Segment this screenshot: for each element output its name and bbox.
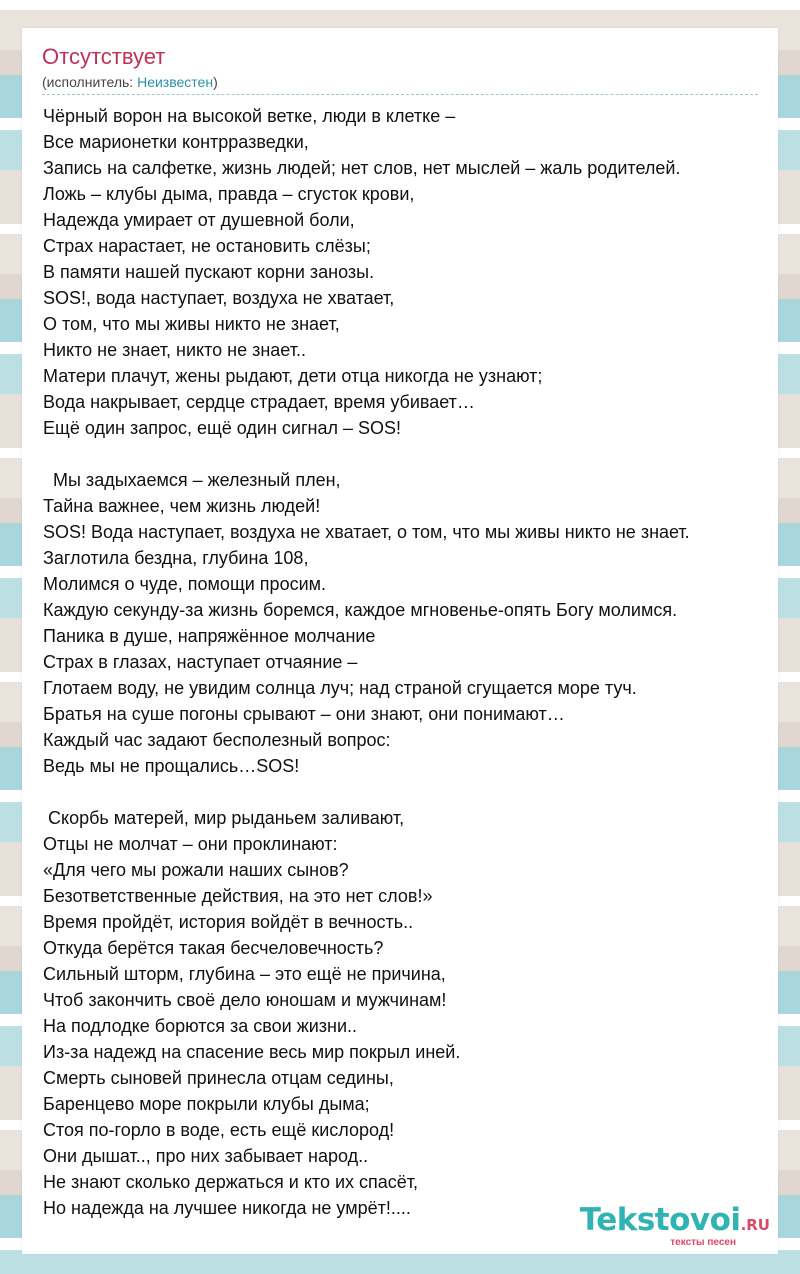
- performer-suffix: ): [213, 74, 218, 90]
- lyric-line: Страх нарастает, не остановить слёзы;: [43, 236, 371, 256]
- lyric-line: Они дышат.., про них забывает народ..: [43, 1146, 369, 1166]
- performer-prefix: (исполнитель:: [42, 74, 138, 90]
- lyric-line: В памяти нашей пускают корни занозы.: [43, 262, 375, 282]
- lyric-line: Молимся о чуде, помощи просим.: [43, 574, 327, 594]
- lyric-line: Глотаем воду, не увидим солнца луч; над страной сгущается море туч.: [43, 678, 637, 698]
- lyric-line: Стоя по-горло в воде, есть ещё кислород!: [43, 1120, 395, 1140]
- logo-tld: .RU: [740, 1216, 770, 1234]
- lyric-line: Надежда умирает от душевной боли,: [43, 210, 355, 230]
- lyric-line: Братья на суше погоны срывают – они знают, они понимают…: [43, 704, 565, 724]
- lyric-line: Из-за надежд на спасение весь мир покрыл иней.: [43, 1042, 461, 1062]
- lyric-line: SOS! Вода наступает, воздуха не хватает, о том, что мы живы никто не знает.: [43, 522, 690, 542]
- lyric-line: Ложь – клубы дыма, правда – сгусток крови,: [43, 184, 415, 204]
- performer-line: [42, 73, 218, 91]
- lyric-line: Чёрный ворон на высокой ветке, люди в клетке –: [43, 106, 456, 126]
- lyric-line: Страх в глазах, наступает отчаяние –: [43, 652, 358, 672]
- lyrics-card: [22, 28, 778, 1254]
- lyric-line: Безответственные действия, на это нет слов!»: [43, 886, 433, 906]
- lyric-line: Чтоб закончить своё дело юношам и мужчинам!: [43, 990, 447, 1010]
- lyric-line: Откуда берётся такая бесчеловечность?: [43, 938, 384, 958]
- logo-wordmark: [580, 1204, 770, 1241]
- lyric-line: [43, 441, 783, 467]
- lyric-line: [43, 779, 783, 805]
- site-logo[interactable]: [580, 1204, 770, 1248]
- header-divider: [42, 94, 758, 95]
- lyric-line: Вода накрывает, сердце страдает, время убивает…: [43, 392, 475, 412]
- lyric-line: Сильный шторм, глубина – это ещё не причина,: [43, 964, 446, 984]
- lyric-line: Ещё один запрос, ещё один сигнал – SOS!: [43, 418, 402, 438]
- lyrics-text: [43, 103, 783, 1221]
- lyric-line: Каждый час задают бесполезный вопрос:: [43, 730, 391, 750]
- lyric-line: Заглотила бездна, глубина 108,: [43, 548, 309, 568]
- lyric-line: SOS!, вода наступает, воздуха не хватает,: [43, 288, 395, 308]
- lyric-line: На подлодке борются за свои жизни..: [43, 1016, 358, 1036]
- lyric-line: Паника в душе, напряжённое молчание: [43, 626, 376, 646]
- lyric-line: Баренцево море покрыли клубы дыма;: [43, 1094, 370, 1114]
- lyric-line: Все марионетки контрразведки,: [43, 132, 309, 152]
- lyric-line: Отцы не молчат – они проклинают:: [43, 834, 338, 854]
- lyric-line: Мы задыхаемся – железный плен,: [43, 470, 341, 490]
- lyric-line: О том, что мы живы никто не знает,: [43, 314, 340, 334]
- lyric-line: Смерть сыновей принесла отцам седины,: [43, 1068, 394, 1088]
- logo-name: Tekstovoi: [579, 1202, 741, 1238]
- lyric-line: Время пройдёт, история войдёт в вечность..: [43, 912, 414, 932]
- lyric-line: Но надежда на лучшее никогда не умрёт!....: [43, 1198, 411, 1218]
- lyric-line: Скорбь матерей, мир рыданьем заливают,: [43, 808, 405, 828]
- lyric-line: Тайна важнее, чем жизнь людей!: [43, 496, 321, 516]
- lyric-line: Ведь мы не прощались…SOS!: [43, 756, 300, 776]
- lyric-line: Матери плачут, жены рыдают, дети отца никогда не узнают;: [43, 366, 543, 386]
- song-title: Отсутствует: [42, 44, 166, 69]
- lyric-line: Никто не знает, никто не знает..: [43, 340, 306, 360]
- artist-link[interactable]: Неизвестен: [137, 74, 214, 90]
- lyric-line: «Для чего мы рожали наших сынов?: [43, 860, 349, 880]
- lyric-line: Запись на салфетке, жизнь людей; нет слов, нет мыслей – жаль родителей.: [43, 158, 681, 178]
- lyric-line: Каждую секунду-за жизнь боремся, каждое мгновенье-опять Богу молимся.: [43, 600, 678, 620]
- logo-tagline: тексты песен: [670, 1237, 736, 1248]
- lyric-line: Не знают сколько держаться и кто их спасёт,: [43, 1172, 419, 1192]
